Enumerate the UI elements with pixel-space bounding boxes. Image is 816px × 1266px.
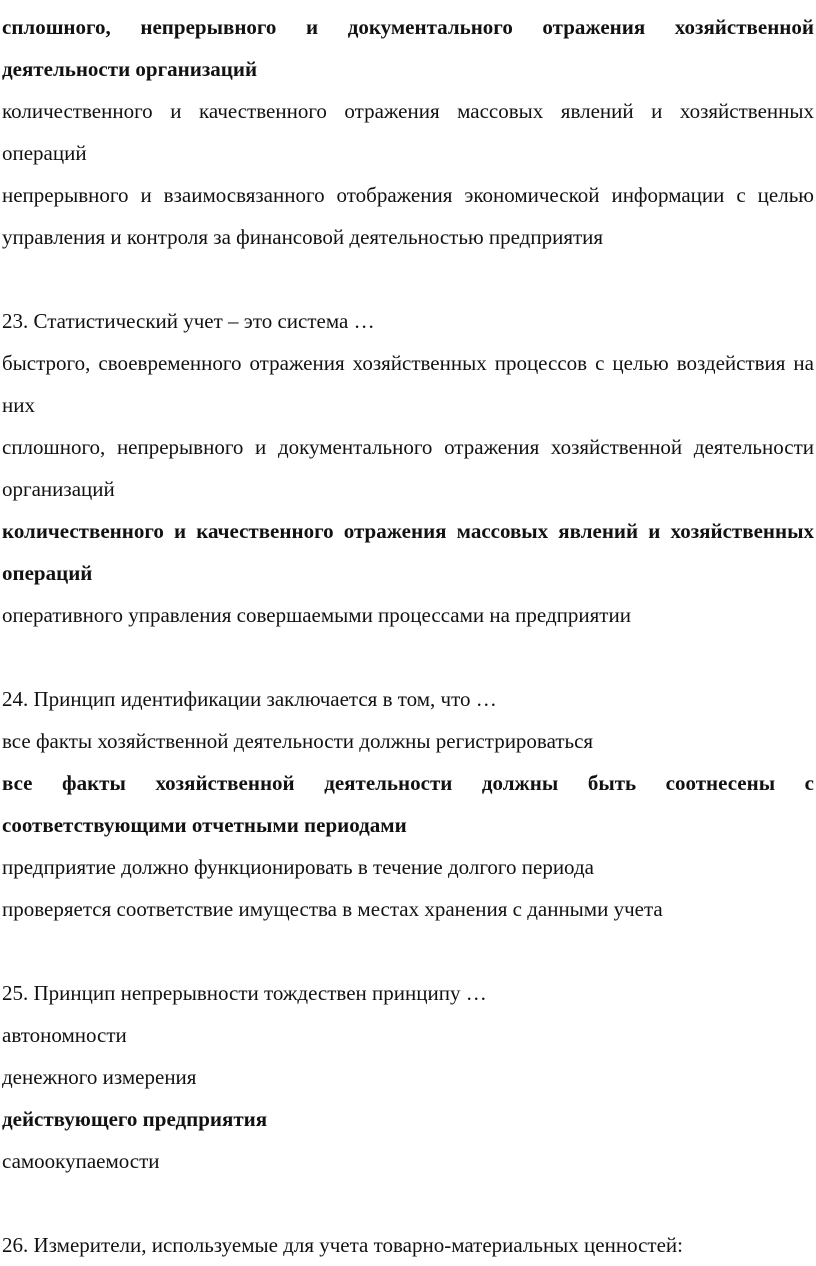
question-23: 23. Статистический учет – это система …	[2, 309, 375, 333]
answer-option: непрерывного и взаимосвязанного отображения экономической информации с целью управления и контроля за финансовой деятельностью предприятия	[2, 183, 814, 249]
spacer	[2, 636, 814, 678]
answer-option: проверяется соответствие имущества в местах хранения с данными учета	[2, 897, 663, 921]
question-26: 26. Измерители, используемые для учета товарно-материальных ценностей:	[2, 1233, 683, 1257]
answer-option: денежного измерения	[2, 1065, 197, 1089]
question-24: 24. Принцип идентификации заключается в том, что …	[2, 687, 497, 711]
spacer	[2, 930, 814, 972]
spacer	[2, 258, 814, 300]
question-25: 25. Принцип непрерывности тождествен принципу …	[2, 981, 487, 1005]
answer-option-correct: количественного и качественного отражения массовых явлений и хозяйственных операций	[2, 519, 814, 585]
answer-option: автономности	[2, 1023, 127, 1047]
answer-option-correct: сплошного, непрерывного и документального отражения хозяйственной деятельности организаций	[2, 15, 814, 81]
answer-option: количественного и качественного отражения массовых явлений и хозяйственных операций	[2, 99, 814, 165]
answer-option: самоокупаемости	[2, 1149, 160, 1173]
answer-option: оперативного управления совершаемыми процессами на предприятии	[2, 603, 631, 627]
answer-option-correct: действующего предприятия	[2, 1107, 268, 1131]
answer-option-correct: все факты хозяйственной деятельности должны быть соотнесены с соответствующими отчетными периодами	[2, 771, 814, 837]
spacer	[2, 1182, 814, 1224]
answer-option: быстрого, своевременного отражения хозяйственных процессов с целью воздействия на них	[2, 351, 814, 417]
answer-option: предприятие должно функционировать в течение долгого периода	[2, 855, 594, 879]
answer-option: сплошного, непрерывного и документального отражения хозяйственной деятельности организаций	[2, 435, 814, 501]
answer-option: все факты хозяйственной деятельности должны регистрироваться	[2, 729, 594, 753]
